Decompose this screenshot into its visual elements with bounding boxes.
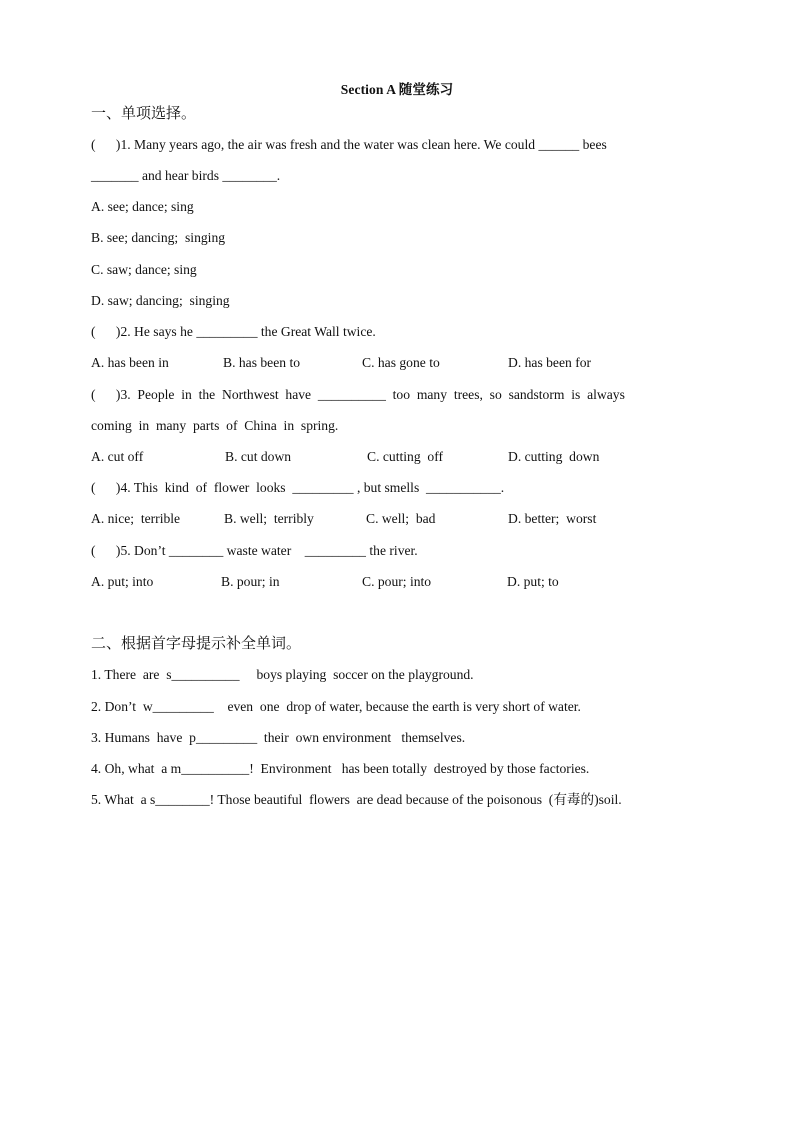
- question-3-option-d: D. cutting down: [508, 449, 600, 464]
- question-3-line-1: ( )3. People in the Northwest have __________ too many trees, so sandstorm is always: [91, 387, 625, 402]
- question-4-option-c: C. well; bad: [366, 511, 436, 526]
- word-completion-item-2: 2. Don’t w_________ even one drop of water, because the earth is very short of water.: [91, 699, 581, 714]
- question-1-option-d: D. saw; dancing; singing: [91, 293, 230, 308]
- word-completion-item-4: 4. Oh, what a m__________! Environment has been totally destroyed by those factories.: [91, 761, 590, 776]
- question-4-option-a: A. nice; terrible: [91, 511, 181, 526]
- question-1-option-c: C. saw; dance; sing: [91, 262, 197, 277]
- question-5: ( )5. Don’t ________ waste water _________ the river.: [91, 543, 418, 558]
- question-2-option-d: D. has been for: [508, 355, 592, 370]
- question-3-option-c: C. cutting off: [367, 449, 444, 464]
- word-completion-item-5: 5. What a s________! Those beautiful flowers are dead because of the poisonous (有毒的)soil.: [91, 792, 622, 807]
- question-4: ( )4. This kind of flower looks _________ , but smells ___________.: [91, 480, 505, 495]
- question-4-option-b: B. well; terribly: [224, 511, 314, 526]
- section-heading-multiple-choice: 一、单项选择。: [91, 104, 197, 122]
- question-1-option-a: A. see; dance; sing: [91, 199, 194, 214]
- section-heading-word-completion: 二、根据首字母提示补全单词。: [91, 634, 302, 652]
- question-1-line-1: ( )1. Many years ago, the air was fresh and the water was clean here. We could ______ bees: [91, 137, 607, 152]
- question-4-option-d: D. better; worst: [508, 511, 597, 526]
- page-title: Section A 随堂练习: [340, 82, 454, 97]
- question-5-option-a: A. put; into: [91, 574, 154, 589]
- question-1-line-2: _______ and hear birds ________.: [91, 168, 281, 183]
- question-5-option-b: B. pour; in: [221, 574, 280, 589]
- question-3-option-a: A. cut off: [91, 449, 144, 464]
- question-2-option-c: C. has gone to: [362, 355, 440, 370]
- question-1-option-b: B. see; dancing; singing: [91, 230, 226, 245]
- question-2-option-a: A. has been in: [91, 355, 169, 370]
- question-5-option-c: C. pour; into: [362, 574, 432, 589]
- word-completion-item-3: 3. Humans have p_________ their own environment themselves.: [91, 730, 466, 745]
- question-5-option-d: D. put; to: [507, 574, 559, 589]
- question-3-line-2: coming in many parts of China in spring.: [91, 418, 339, 433]
- word-completion-item-1: 1. There are s__________ boys playing soccer on the playground.: [91, 667, 474, 682]
- question-3-option-b: B. cut down: [225, 449, 292, 464]
- question-2: ( )2. He says he _________ the Great Wall twice.: [91, 324, 376, 339]
- question-2-option-b: B. has been to: [223, 355, 301, 370]
